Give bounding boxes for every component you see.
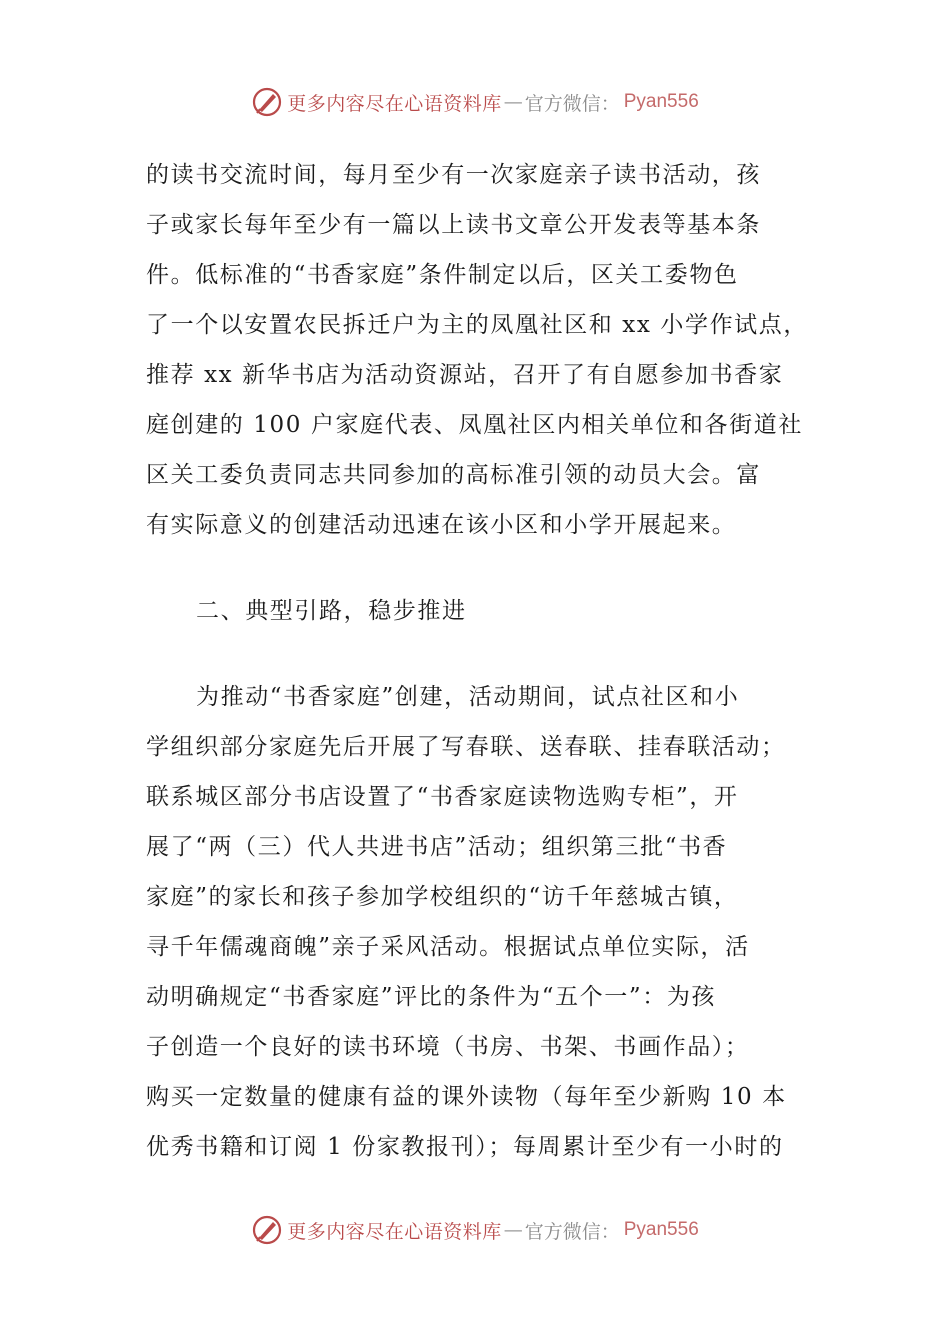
banner-wechat-id: Pyan556 bbox=[623, 1219, 699, 1240]
text-line: 联系城区部分书店设置了“书香家庭读物选购专柜”，开 bbox=[146, 784, 739, 810]
text-line: 展了“两（三）代人共进书店”活动；组织第三批“书香 bbox=[146, 834, 728, 860]
text-line: 庭创建的 100 户家庭代表、凤凰社区内相关单位和各街道社 bbox=[146, 412, 803, 438]
banner-title: 更多内容尽在心语资料库 bbox=[287, 92, 502, 115]
quill-pen-logo-icon bbox=[251, 86, 283, 118]
quill-pen-logo-icon bbox=[251, 1214, 283, 1246]
paragraph-2 bbox=[146, 672, 816, 1172]
text-line: 为推动“书香家庭”创建，活动期间，试点社区和小 bbox=[196, 684, 740, 710]
text-line: 动明确规定“书香家庭”评比的条件为“五个一”：为孩 bbox=[146, 984, 717, 1010]
text-line: 家庭”的家长和孩子参加学校组织的“访千年慈城古镇， bbox=[146, 884, 739, 910]
text-line: 子或家长每年至少有一篇以上读书文章公开发表等基本条 bbox=[146, 212, 761, 238]
text-line: 寻千年儒魂商魄”亲子采风活动。根据试点单位实际，活 bbox=[146, 934, 750, 960]
banner-title: 更多内容尽在心语资料库 bbox=[287, 1220, 502, 1243]
text-line: 的读书交流时间，每月至少有一次家庭亲子读书活动，孩 bbox=[146, 162, 761, 188]
text-line: 优秀书籍和订阅 1 份家教报刊）；每周累计至少有一小时的 bbox=[146, 1134, 784, 1160]
text-line: 区关工委负责同志共同参加的高标准引领的动员大会。富 bbox=[146, 462, 761, 488]
text-line: 件。低标准的“书香家庭”条件制定以后，区关工委物色 bbox=[146, 262, 739, 288]
paragraph-1 bbox=[146, 150, 816, 550]
banner-wechat-label: 官方微信： bbox=[524, 1220, 620, 1243]
text-line: 子创造一个良好的读书环境（书房、书架、书画作品）； bbox=[146, 1034, 750, 1060]
banner-wechat-label: 官方微信： bbox=[524, 92, 620, 115]
text-line: 有实际意义的创建活动迅速在该小区和小学开展起来。 bbox=[146, 512, 737, 538]
text-line: 学组织部分家庭先后开展了写春联、送春联、挂春联活动； bbox=[146, 734, 786, 760]
banner-wechat-id: Pyan556 bbox=[623, 91, 699, 112]
text-line: 了一个以安置农民拆迁户为主的凤凰社区和 xx 小学作试点， bbox=[146, 312, 808, 338]
banner-separator: — bbox=[503, 91, 523, 113]
text-line: 推荐 xx 新华书店为活动资源站，召开了有自愿参加书香家 bbox=[146, 362, 784, 388]
banner-separator: — bbox=[503, 1219, 523, 1241]
document-body bbox=[146, 150, 816, 1172]
section-heading: 二、典型引路，稳步推进 bbox=[196, 598, 467, 624]
header-banner bbox=[0, 82, 950, 122]
text-line: 购买一定数量的健康有益的课外读物（每年至少新购 10 本 bbox=[146, 1084, 787, 1110]
footer-banner bbox=[0, 1210, 950, 1250]
